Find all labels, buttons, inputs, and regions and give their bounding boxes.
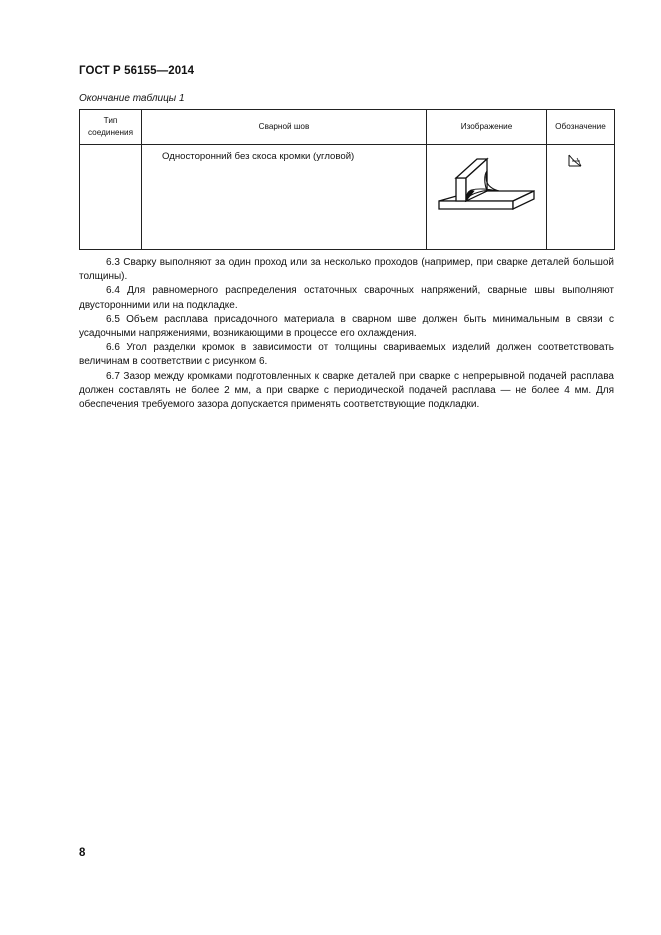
column-header-image: Изображение [427,110,547,145]
table-row [80,145,615,250]
column-header-weld: Сварной шов [142,110,427,145]
vertical-plate-front [456,178,466,201]
weld-bead-edge [486,171,499,191]
page-number: 8 [79,847,86,859]
paragraph-6-5: 6.5 Объем расплава присадочного материала в сварном шве должен быть минимальным в связи с усадочными напряжениями, возникающими в процессе его охлаждения. [79,313,614,340]
cell-weld-symbol [547,145,615,250]
paragraph-6-4: 6.4 Для равномерного распределения остаточных сварочных напряжений, сварные швы выполняют двусторонними или на подкладке. [79,285,614,311]
cell-joint-type [80,145,142,250]
paragraph-6-7: 6.7 Зазор между кромками подготовленных к сварке деталей при сварке с непрерывной подачей расплава должен составлять не более 2 мм, а при сварке с периодической подачей расплава — не более 4 мм. Для обеспечения требуемого зазора допускается применять соответствующие подкладки. [79,370,614,411]
base-plate-front [439,201,513,209]
fillet-weld-symbol-icon [547,145,615,243]
body-text [79,256,614,412]
cell-weld-image [427,145,547,250]
table-header-row [80,110,615,145]
table-caption: Окончание таблицы 1 [79,93,185,104]
paragraph-6-3: 6.3 Сварку выполняют за один проход или за несколько проходов (например, при сварке деталей большой толщины). [79,257,614,283]
cell-weld-name: Односторонний без скоса кромки (угловой) [142,145,427,250]
welds-table [79,109,615,250]
fillet-weld-illustration [427,145,547,243]
document-header: ГОСТ Р 56155—2014 [79,65,195,77]
paragraph-6-6: 6.6 Угол разделки кромок в зависимости от толщины свариваемых изделий должен соответствовать величинам в соответствии с рисунком 6. [79,342,614,368]
column-header-type: Тип соединения [80,110,142,145]
column-header-symbol: Обозначение [547,110,615,145]
